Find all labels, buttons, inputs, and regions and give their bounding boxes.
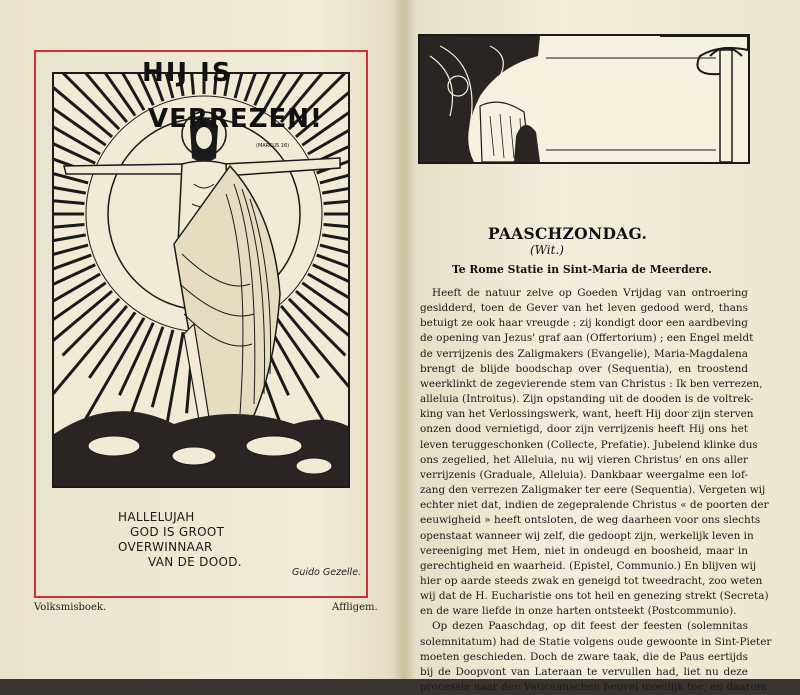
caption-line-2: GOD IS GROOT (130, 525, 225, 539)
banner-heading-line-1: HIJ IS (142, 58, 233, 88)
body-line: processie naar den Vaticaanschen heuvel moeilijk toe, en daarom (420, 681, 767, 694)
easter-banner (418, 34, 750, 164)
body-line: leven teruggeschonken (Collecte, Prefatie). Jubelend klinke dus (420, 438, 758, 451)
body-line: onzen dood vernietigd, door zijn verrijzenis heeft Hij ons het (420, 423, 748, 436)
body-line: eeuwigheid » heeft ontsloten, de weg daarheen voor ons slechts (420, 514, 761, 527)
banner-scripture-reference: (MARCUS 16) (256, 143, 290, 149)
body-line: hier op aarde steeds zwak en geneigd tot tweedracht, zoo weten (420, 574, 763, 587)
body-line: en de ware liefde in onze harten ontsteekt (Postcommunio). (420, 605, 737, 618)
body-line: brengt de blijde boodschap over (Sequentia), en troostend (420, 362, 748, 375)
body-line: verrijzenis (Graduale, Alleluia). Dankbaar weergalme een lof- (420, 468, 748, 481)
poem-caption (118, 510, 298, 570)
body-line: bij de Doopvont van Lateraan te vervullen had, liet nu deze (420, 665, 748, 678)
banner-heading-line-2: VERREZEN! (148, 104, 323, 134)
body-line: de opening van Jezus' graf aan (Offertorium) ; een Engel meldt (420, 332, 754, 345)
body-line: solemnitatum) had de Statie volgens oude gewoonte in Sint-Pieter (420, 635, 772, 648)
liturgical-color: (Wit.) (530, 243, 564, 257)
body-line: moeten geschieden. Doch de zware taak, die de Paus eertijds (420, 650, 748, 663)
body-line: Op dezen Paaschdag, op dit feest der feesten (solemnitas (432, 620, 748, 633)
body-text (420, 286, 772, 695)
christ-sunburst-drawing (54, 74, 348, 486)
banner-ornament-drawing (420, 36, 748, 162)
body-line: ons zegelied, het Alleluia, nu wij vieren Christus' en ons aller (420, 453, 748, 466)
body-line: de verrijzenis des Zaligmakers (Evangelie), Maria-Magdalena (420, 347, 748, 360)
body-line: king van het Verlossingswerk, want, heeft Hij door zijn sterven (420, 408, 754, 421)
footer-publisher: Affligem. (332, 602, 378, 613)
body-line: weerklinkt de zegevierende stem van Christus : Ik ben verrezen, (420, 377, 763, 390)
body-line: alleluia (Introitus). Zijn opstanding uit de dooden is de voltrek- (420, 393, 754, 406)
body-line: wij dat de H. Eucharistie ons tot heil en genezing strekt (Secreta) (420, 590, 769, 603)
caption-line-3: OVERWINNAAR (118, 540, 213, 554)
body-line: gesidderd, toen de Gever van het leven gedood werd, thans (420, 302, 748, 315)
body-line: Heeft de natuur zelve op Goeden Vrijdag van ontroering (432, 287, 748, 299)
body-line: openstaat wanneer wij zelf, die gedoopt zijn, werkelijk leven in (420, 529, 754, 542)
body-line: betuigt ze ook haar vreugde : zij kondigt door een aardbeving (420, 317, 748, 330)
body-line: vereeniging met Hem, niet in ondeugd en boosheid, maar in (420, 544, 748, 557)
footer-book-title: Volksmisboek. (34, 602, 107, 613)
page-title: PAASCHZONDAG. (488, 224, 648, 243)
body-line: echter niet dat, indien de zegepralende Christus « de poorten der (420, 499, 769, 512)
caption-line-1: HALLELUJAH (118, 510, 195, 524)
risen-christ-illustration (52, 72, 350, 488)
body-line: zang den verrezen Zaligmaker ter eere (Sequentia). Vergeten wij (420, 484, 766, 497)
body-line: gerechtigheid en waarheid. (Epistel, Communio.) En blijven wij (420, 559, 757, 572)
caption-author: Guido Gezelle. (292, 567, 362, 578)
caption-line-4: VAN DE DOOD. (148, 555, 242, 569)
station-heading: Te Rome Statie in Sint-Maria de Meerdere. (452, 263, 712, 276)
